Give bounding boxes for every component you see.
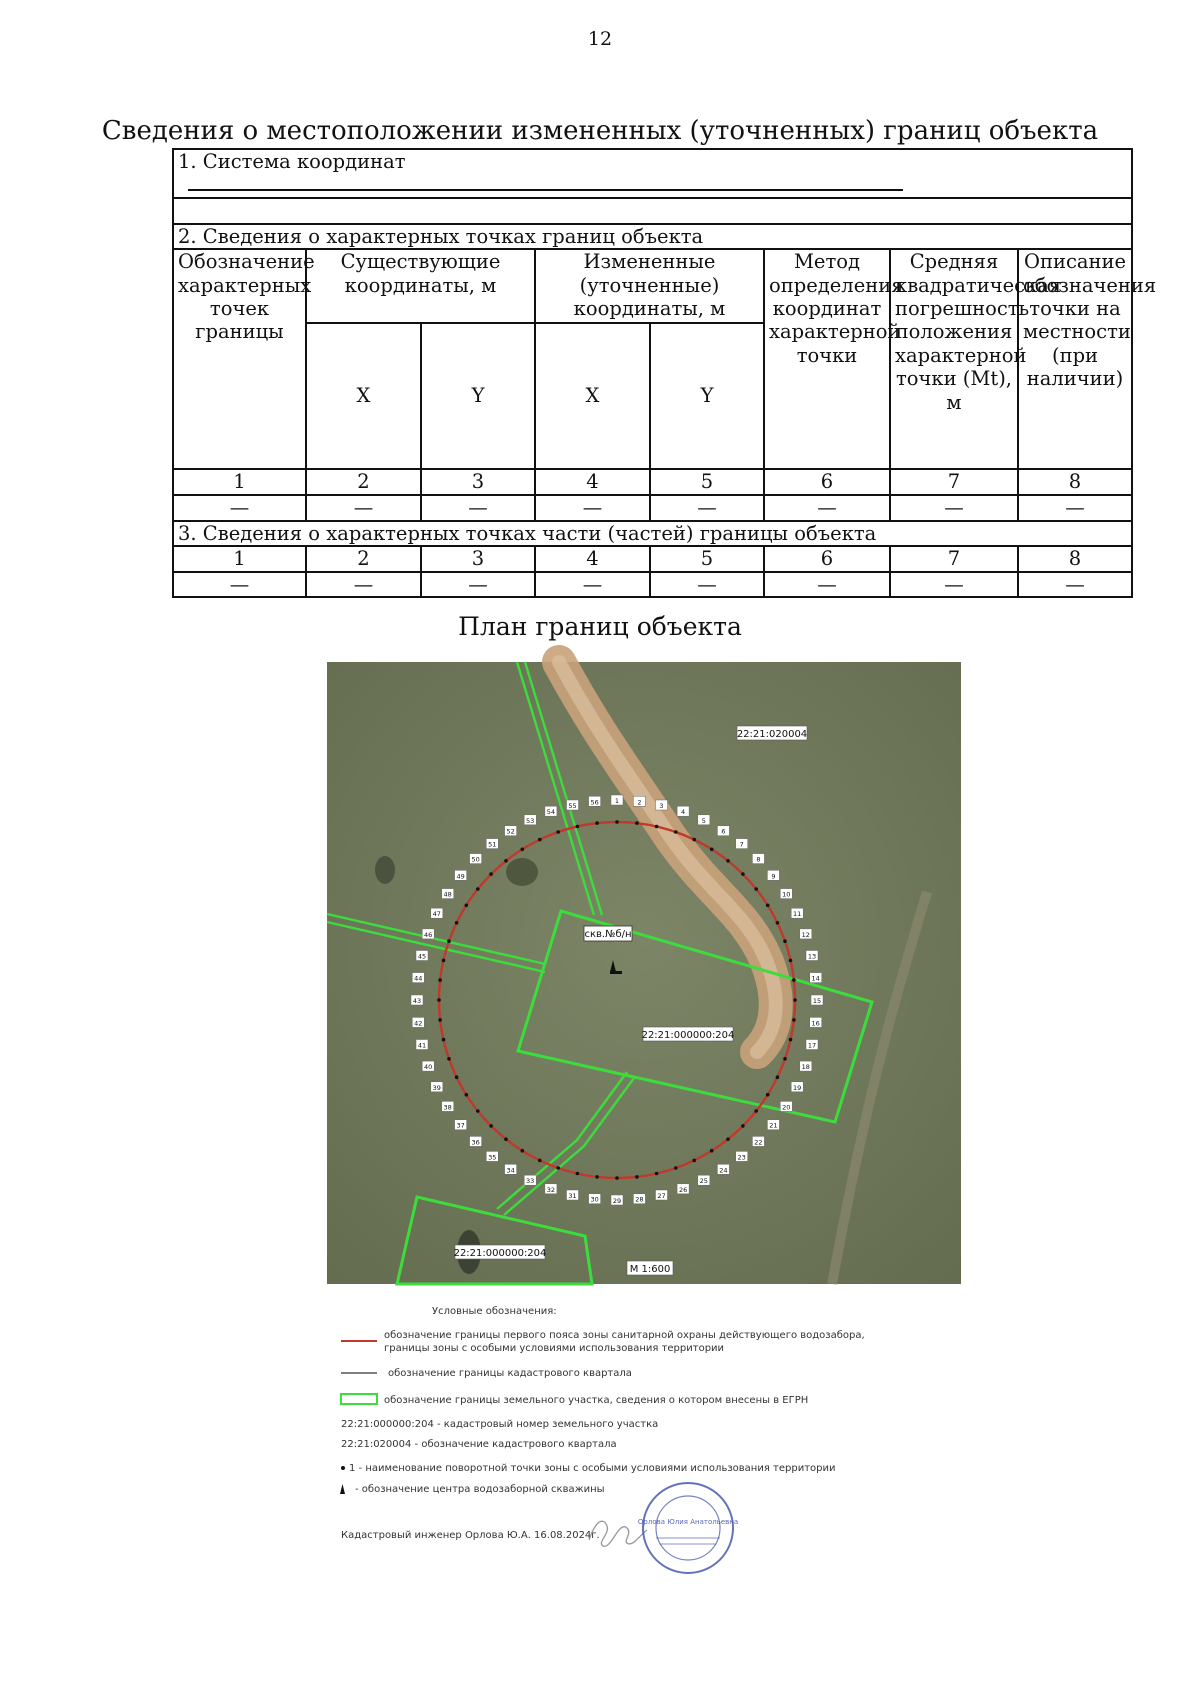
turn-point-number: 56 xyxy=(590,798,599,807)
turn-point-label xyxy=(800,929,812,939)
dash-cell: — xyxy=(535,495,650,520)
turn-point-number: 14 xyxy=(811,974,820,983)
turn-point-label xyxy=(800,1061,812,1071)
turn-point-label xyxy=(470,854,482,864)
col-number: 7 xyxy=(890,546,1018,572)
col-number: 3 xyxy=(421,546,535,572)
turn-point-number: 40 xyxy=(424,1063,433,1072)
header-x-existing: X xyxy=(306,323,421,469)
turn-point xyxy=(595,821,599,825)
dash-cell: — xyxy=(306,572,421,597)
turn-point-number: 11 xyxy=(793,910,802,919)
turn-point-number: 55 xyxy=(568,802,577,810)
turn-point-number: 20 xyxy=(782,1103,791,1112)
turn-point-number: 41 xyxy=(417,1041,427,1050)
dash-cell: — xyxy=(1018,495,1132,520)
empty-row xyxy=(173,198,1132,224)
col-number: 1 xyxy=(173,546,306,572)
col-number: 5 xyxy=(650,469,764,495)
header-y-changed: Y xyxy=(650,323,764,469)
turn-point xyxy=(489,872,493,876)
turn-point xyxy=(465,1093,469,1097)
col-number: 1 xyxy=(173,469,306,495)
dash-cell: — xyxy=(535,572,650,597)
legend-circle-line1: обозначение границы первого пояса зоны санитарной охраны действующего водозабора, xyxy=(384,1330,865,1341)
page-number: 12 xyxy=(587,28,613,50)
col-number: 2 xyxy=(306,546,421,572)
turn-point-label xyxy=(767,1120,779,1130)
dash-cell: — xyxy=(421,572,535,597)
turn-point xyxy=(455,921,459,925)
turn-point xyxy=(741,872,745,876)
turn-point xyxy=(576,825,580,829)
turn-point xyxy=(476,1109,480,1113)
coord-system-row xyxy=(173,149,1132,198)
legend-circle-line2: границы зоны с особыми условиями использования территории xyxy=(384,1343,725,1354)
turn-point-number: 21 xyxy=(769,1121,778,1130)
dash-cell: — xyxy=(650,495,764,520)
turn-point-label xyxy=(736,1151,748,1161)
turn-point xyxy=(538,838,542,842)
turn-point-number: 27 xyxy=(657,1192,666,1200)
turn-point xyxy=(741,1124,745,1128)
turn-point xyxy=(783,1057,787,1061)
turn-point-label xyxy=(811,995,823,1005)
header-point-designation: Обозначение характерных точек границы xyxy=(173,249,306,469)
turn-point-label xyxy=(791,908,803,918)
header-y-existing: Y xyxy=(421,323,535,469)
turn-point-label xyxy=(545,806,557,816)
turn-point-label xyxy=(422,1061,434,1071)
section2-label: 2. Сведения о характерных точках границ объекта xyxy=(173,224,1132,249)
turn-point-label xyxy=(806,1040,818,1050)
turn-point-label xyxy=(567,800,579,810)
turn-point-number: 32 xyxy=(546,1185,556,1194)
turn-point-label xyxy=(412,973,424,983)
turn-point xyxy=(692,838,696,842)
dash-cell: — xyxy=(764,572,890,597)
turn-point-number: 42 xyxy=(414,1019,423,1028)
col-number-row xyxy=(173,469,1132,495)
map-scale: М 1:600 xyxy=(629,1264,671,1275)
col-number: 6 xyxy=(764,469,890,495)
turn-point-label xyxy=(412,1017,424,1027)
parcel-label: 22:21:000000:204 xyxy=(641,1030,735,1041)
turn-point xyxy=(710,1149,714,1153)
turn-point-label xyxy=(589,796,601,806)
turn-point-label xyxy=(589,1194,601,1204)
turn-point-label xyxy=(411,995,423,1005)
turn-point xyxy=(776,1075,780,1079)
turn-point-number: 10 xyxy=(782,890,791,899)
turn-point-number: 53 xyxy=(526,816,535,825)
turn-point-label xyxy=(505,826,517,836)
turn-point-number: 47 xyxy=(432,910,441,919)
turn-point xyxy=(766,1093,770,1097)
dash-cell: — xyxy=(764,495,890,520)
turn-point xyxy=(442,1038,446,1042)
turn-point xyxy=(438,1018,442,1022)
legend-well-note: - обозначение центра водозаборной скважины xyxy=(355,1484,605,1495)
turn-point-label xyxy=(656,1190,668,1200)
turn-point-label xyxy=(431,1082,443,1092)
turn-point-label xyxy=(810,1017,822,1027)
turn-point-label xyxy=(416,951,428,961)
turn-point-number: 6 xyxy=(721,827,726,836)
turn-point-number: 48 xyxy=(443,890,452,899)
header-description: Описание обозначения точки на местности (при наличии) xyxy=(1018,249,1132,469)
col-number: 5 xyxy=(650,546,764,572)
turn-point-number: 24 xyxy=(719,1166,728,1175)
turn-point-number: 18 xyxy=(801,1063,810,1072)
col-number: 8 xyxy=(1018,469,1132,495)
turn-point-label xyxy=(442,1101,454,1111)
coord-system-blank xyxy=(188,188,903,191)
turn-point xyxy=(442,959,446,963)
turn-point xyxy=(789,959,793,963)
turn-point-label xyxy=(698,1175,710,1185)
turn-point-label xyxy=(698,815,710,825)
turn-point-number: 46 xyxy=(424,930,433,939)
turn-point-label xyxy=(524,815,536,825)
turn-point-label xyxy=(455,870,467,880)
boundary-table xyxy=(172,148,1157,598)
dash-row xyxy=(173,495,1132,520)
turn-point-label xyxy=(611,795,623,805)
turn-point xyxy=(504,859,508,863)
turn-point-number: 36 xyxy=(471,1138,480,1147)
turn-point-label xyxy=(416,1040,428,1050)
turn-point-label xyxy=(752,854,764,864)
stamp-text: Орлова Юлия Анатольевна xyxy=(637,1518,739,1526)
turn-point-number: 38 xyxy=(443,1103,452,1112)
turn-point xyxy=(556,830,560,834)
turn-point-label xyxy=(422,929,434,939)
turn-point-number: 43 xyxy=(412,997,422,1005)
turn-point-label xyxy=(752,1136,764,1146)
map-legend xyxy=(327,1298,867,1558)
turn-point-label xyxy=(486,1151,498,1161)
header-method: Метод определения координат характерной точки xyxy=(764,249,890,469)
turn-point xyxy=(521,1149,525,1153)
header-error: Средняя квадратическая погрешность положения характерной точки (Mt), м xyxy=(890,249,1018,469)
dash-row-2 xyxy=(173,572,1132,597)
col-number: 3 xyxy=(421,469,535,495)
turn-point-number: 39 xyxy=(432,1083,441,1092)
turn-point-number: 23 xyxy=(737,1153,746,1162)
turn-point xyxy=(447,939,451,943)
turn-point-number: 3 xyxy=(659,802,664,810)
turn-point-label xyxy=(780,1101,792,1111)
turn-point xyxy=(576,1172,580,1176)
turn-point-number: 9 xyxy=(771,872,776,881)
col-number-row-2 xyxy=(173,546,1132,572)
turn-point-number: 34 xyxy=(506,1166,515,1175)
turn-point xyxy=(615,1176,619,1180)
header-x-changed: X xyxy=(535,323,650,469)
turn-point-label xyxy=(677,1184,689,1194)
turn-point xyxy=(455,1075,459,1079)
dash-cell: — xyxy=(173,495,306,520)
turn-point-label xyxy=(505,1164,517,1174)
turn-point-label xyxy=(470,1136,482,1146)
turn-point-number: 25 xyxy=(699,1177,708,1186)
turn-point-label xyxy=(677,806,689,816)
turn-point-label xyxy=(780,889,792,899)
turn-point-label xyxy=(717,1164,729,1174)
turn-point xyxy=(556,1166,560,1170)
turn-point xyxy=(635,1175,639,1179)
legend-point-note: 1 - наименование поворотной точки зоны с особыми условиями использования территории xyxy=(349,1463,836,1474)
turn-point xyxy=(465,904,469,908)
turn-point-number: 22 xyxy=(754,1138,763,1147)
turn-point-number: 52 xyxy=(506,827,515,836)
turn-point-label xyxy=(767,870,779,880)
turn-point-number: 2 xyxy=(637,798,642,807)
turn-point xyxy=(674,830,678,834)
well-label: скв.№б/н xyxy=(584,929,632,940)
legend-well-icon xyxy=(340,1484,345,1494)
turn-point-number: 13 xyxy=(807,952,817,961)
turn-point xyxy=(766,904,770,908)
turn-point-label xyxy=(736,839,748,849)
turn-point xyxy=(655,1172,659,1176)
turn-point-label xyxy=(431,908,443,918)
turn-point xyxy=(635,821,639,825)
col-number: 7 xyxy=(890,469,1018,495)
turn-point xyxy=(476,887,480,891)
turn-point-number: 31 xyxy=(568,1192,577,1200)
dash-cell: — xyxy=(650,572,764,597)
turn-point xyxy=(615,820,619,824)
turn-point-label xyxy=(567,1190,579,1200)
turn-point-number: 15 xyxy=(812,997,822,1005)
legend-heading: Условные обозначения: xyxy=(432,1306,557,1317)
turn-point-number: 1 xyxy=(614,797,620,805)
turn-point-label xyxy=(806,951,818,961)
turn-point-number: 44 xyxy=(414,974,423,983)
col-number: 2 xyxy=(306,469,421,495)
engineer-stamp xyxy=(616,1478,756,1578)
turn-point xyxy=(504,1137,508,1141)
turn-point-number: 26 xyxy=(678,1185,688,1194)
dash-cell: — xyxy=(173,572,306,597)
turn-point-label xyxy=(791,1082,803,1092)
turn-point xyxy=(437,998,441,1002)
turn-point-label xyxy=(545,1184,557,1194)
turn-point-number: 35 xyxy=(488,1153,497,1162)
legend-parcel-swatch xyxy=(341,1394,377,1404)
parcel-label-2: 22:21:000000:204 xyxy=(453,1248,547,1259)
turn-point xyxy=(726,859,730,863)
turn-point xyxy=(447,1057,451,1061)
plan-title: План границ объекта xyxy=(458,612,742,641)
turn-point-number: 8 xyxy=(756,855,761,864)
turn-point-number: 4 xyxy=(681,808,686,817)
turn-point-label xyxy=(633,796,645,806)
dash-cell: — xyxy=(890,495,1018,520)
turn-point xyxy=(595,1175,599,1179)
turn-point xyxy=(521,848,525,852)
turn-point-number: 7 xyxy=(739,840,744,849)
turn-point-number: 37 xyxy=(456,1121,465,1130)
turn-point-number: 49 xyxy=(456,872,465,881)
engineer-signature-line: Кадастровый инженер Орлова Ю.А. 16.08.2024г. xyxy=(341,1530,600,1541)
turn-point-number: 33 xyxy=(526,1177,535,1186)
turn-point-number: 17 xyxy=(807,1041,817,1050)
legend-quarter-number: 22:21:020004 - обозначение кадастрового квартала xyxy=(341,1439,617,1450)
header-changed-coords: Измененные (уточненные) координаты, м xyxy=(535,249,764,323)
turn-point xyxy=(754,1109,758,1113)
turn-point-number: 50 xyxy=(471,855,480,864)
document-title: Сведения о местоположении измененных (уточненных) границ объекта xyxy=(101,116,1099,146)
col-number: 6 xyxy=(764,546,890,572)
legend-point-dot xyxy=(341,1466,345,1470)
turn-point xyxy=(655,825,659,829)
col-number: 8 xyxy=(1018,546,1132,572)
turn-point-label xyxy=(717,826,729,836)
turn-point-number: 16 xyxy=(811,1019,820,1028)
turn-point xyxy=(783,939,787,943)
turn-point-label xyxy=(810,973,822,983)
turn-point-number: 51 xyxy=(488,840,497,849)
turn-point xyxy=(789,1038,793,1042)
turn-point xyxy=(438,978,442,982)
turn-point-number: 19 xyxy=(793,1083,802,1092)
turn-point xyxy=(792,978,796,982)
turn-point xyxy=(674,1166,678,1170)
shrub xyxy=(375,856,395,884)
dash-cell: — xyxy=(1018,572,1132,597)
turn-point-label xyxy=(455,1120,467,1130)
turn-point-number: 5 xyxy=(701,816,706,825)
turn-point xyxy=(692,1159,696,1163)
turn-point xyxy=(538,1159,542,1163)
header-existing-coords: Существующие координаты, м xyxy=(306,249,535,323)
turn-point xyxy=(793,998,797,1002)
turn-point-number: 45 xyxy=(417,952,427,961)
legend-parcel-line: обозначение границы земельного участка, сведения о котором внесены в ЕГРН xyxy=(384,1395,809,1406)
legend-parcel-number: 22:21:000000:204 - кадастровый номер земельного участка xyxy=(341,1419,659,1430)
turn-point xyxy=(776,921,780,925)
turn-point-label xyxy=(633,1194,645,1204)
turn-point-label xyxy=(656,800,668,810)
turn-point-number: 29 xyxy=(612,1197,622,1205)
turn-point xyxy=(726,1137,730,1141)
turn-point-number: 28 xyxy=(635,1195,644,1204)
turn-point-label xyxy=(486,839,498,849)
legend-quarter-line: обозначение границы кадастрового квартала xyxy=(388,1368,632,1379)
turn-point xyxy=(792,1018,796,1022)
turn-point-number: 12 xyxy=(801,930,810,939)
col-number: 4 xyxy=(535,469,650,495)
dash-cell: — xyxy=(306,495,421,520)
shrub xyxy=(506,858,538,886)
boundary-plan-map xyxy=(327,662,961,1284)
dash-cell: — xyxy=(421,495,535,520)
turn-point-number: 54 xyxy=(546,808,556,817)
col-number: 4 xyxy=(535,546,650,572)
turn-point xyxy=(754,887,758,891)
quarter-label: 22:21:020004 xyxy=(736,729,808,740)
coord-system-label: 1. Система координат xyxy=(178,150,406,173)
turn-point-label xyxy=(442,889,454,899)
turn-point xyxy=(489,1124,493,1128)
turn-point-label xyxy=(524,1175,536,1185)
turn-point-label xyxy=(611,1195,623,1205)
turn-point xyxy=(710,848,714,852)
section3-label: 3. Сведения о характерных точках части (частей) границы объекта xyxy=(173,521,1132,546)
turn-point-number: 30 xyxy=(590,1195,599,1204)
dash-cell: — xyxy=(890,572,1018,597)
